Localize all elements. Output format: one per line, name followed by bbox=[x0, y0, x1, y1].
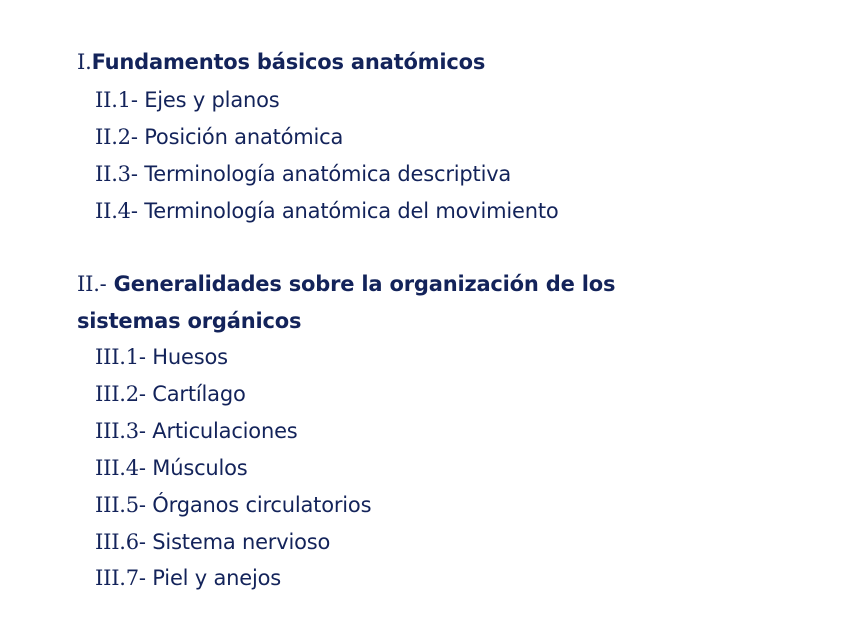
item-text: Músculos bbox=[145, 456, 248, 480]
item-text: Cartílago bbox=[145, 382, 246, 406]
item-text: Ejes y planos bbox=[137, 88, 280, 112]
item-text: Sistema nervioso bbox=[145, 530, 331, 554]
item-number: III.4- bbox=[95, 456, 146, 480]
list-item bbox=[95, 564, 281, 592]
item-text: Posición anatómica bbox=[137, 125, 344, 149]
list-item bbox=[95, 343, 228, 371]
item-number: II.1- bbox=[95, 88, 138, 112]
item-number: III.3- bbox=[95, 419, 146, 443]
section-title: sistemas orgánicos bbox=[77, 309, 302, 333]
item-text: Terminología anatómica del movimiento bbox=[137, 199, 559, 223]
section-number: I. bbox=[77, 50, 92, 74]
item-number: III.2- bbox=[95, 382, 146, 406]
item-number: III.1- bbox=[95, 345, 146, 369]
list-item bbox=[95, 123, 343, 151]
section-heading-1 bbox=[77, 48, 485, 76]
list-item bbox=[95, 197, 559, 225]
section-title: Generalidades sobre la organización de los bbox=[106, 272, 616, 296]
item-text: Articulaciones bbox=[145, 419, 298, 443]
item-number: III.5- bbox=[95, 493, 146, 517]
item-text: Huesos bbox=[145, 345, 228, 369]
item-number: II.2- bbox=[95, 125, 138, 149]
section-title: Fundamentos básicos anatómicos bbox=[91, 50, 486, 74]
item-text: Piel y anejos bbox=[145, 566, 281, 590]
item-text: Terminología anatómica descriptiva bbox=[137, 162, 512, 186]
item-number: III.7- bbox=[95, 566, 146, 590]
item-number: II.4- bbox=[95, 199, 138, 223]
section-heading-2 bbox=[77, 270, 615, 298]
list-item bbox=[95, 491, 371, 519]
section-number: II.- bbox=[77, 272, 107, 296]
list-item bbox=[95, 454, 248, 482]
list-item bbox=[95, 86, 279, 114]
list-item bbox=[95, 160, 511, 188]
list-item bbox=[95, 417, 298, 445]
item-number: III.6- bbox=[95, 530, 146, 554]
list-item bbox=[95, 380, 246, 408]
section-heading-2-continued bbox=[77, 307, 301, 335]
list-item bbox=[95, 528, 330, 556]
item-text: Órganos circulatorios bbox=[145, 493, 372, 517]
item-number: II.3- bbox=[95, 162, 138, 186]
